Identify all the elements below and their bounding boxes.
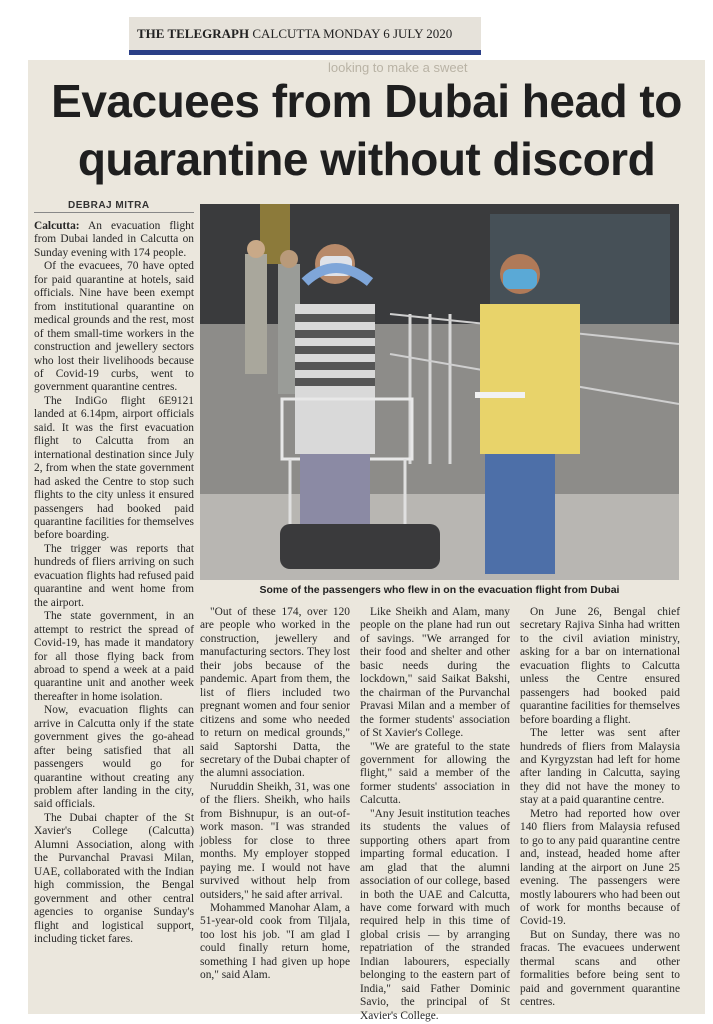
paragraph: The IndiGo flight 6E9121 landed at 6.14pm, airport officials said. It was the first evacuation flight to Calcutta from an international destination since July 2, from when the state government had asked the Centre to stop such flights to the city unless it ensured passengers had booked paid quarantine facilities for themselves before boarding. [34, 394, 194, 542]
headline [34, 72, 699, 188]
paragraph: Of the evacuees, 70 have opted for paid quarantine at hotels, said officials. Nine have been exempt from institutional quarantine on medical grounds and the rest, most of them small-time workers in the construction and jewellery sectors who lost their livelihoods because of Covid-19 curbs, went to government quarantine centres. [34, 260, 194, 394]
paragraph: Nuruddin Sheikh, 31, was one of the fliers. Sheikh, who hails from Bishnupur, is an out-of-work mason. "I was stranded jobless for close to three months. My employer stopped paying me. I would not have survived without help from outsiders," he said after arrival. [200, 780, 350, 901]
article-column-4 [520, 606, 680, 1009]
newspaper-name: THE TELEGRAPH [137, 26, 250, 41]
airport-arrival-photo [200, 204, 679, 580]
paragraph: Metro had reported how over 140 fliers from Malaysia refused to go to any paid quarantine centre and, instead, headed home after landing at the airport on June 25 evening. The passengers were mostly labourers who had been out of work for months because of Covid-19. [520, 807, 680, 928]
paragraph: The letter was sent after hundreds of fliers from Malaysia and Kyrgyzstan had left for home after landing in Calcutta, saying they did not have the money to stay at a paid quarantine centre. [520, 727, 680, 807]
paragraph: But on Sunday, there was no fracas. The evacuees underwent thermal scans and other formalities before being sent to paid and government quarantine centres. [520, 928, 680, 1009]
newspaper-masthead [129, 17, 481, 55]
headline-line-2: quarantine without discord [77, 133, 656, 185]
paragraph: "Out of these 174, over 120 are people who worked in the construction, jewellery and manufacturing sectors. They lost their jobs because of the pandemic. Apart from them, the list of fliers included two pregnant women and four senior citizens and some who needed to return on medical grounds," said Saptorshi Datta, the secretary of the Dubai chapter of the alumni association. [200, 606, 350, 780]
byline: DEBRAJ MITRA [68, 200, 150, 211]
byline-rule [34, 212, 194, 213]
newspaper-clipping [28, 60, 705, 1022]
paragraph: On June 26, Bengal chief secretary Rajiva Sinha had written to the civil aviation ministry, asking for a bar on international evacuation flights to Calcutta unless the Centre ensured passengers had booked paid quarantine facilities for themselves before boarding a flight. [520, 606, 680, 726]
article-column-3 [360, 606, 510, 1022]
paragraph: The state government, in an attempt to restrict the spread of Covid-19, has made it mandatory for all those flying back from abroad to spend a week at a paid quarantine unit and another week thereafter in home isolation. [34, 610, 194, 703]
paragraph: "We are grateful to the state government for allowing the flight," said a member of the former students' association in Calcutta. [360, 740, 510, 807]
paragraph: Calcutta: An evacuation flight from Dubai landed in Calcutta on Sunday evening with 174 people. [34, 220, 194, 259]
article-column-2 [200, 606, 350, 1006]
photo-caption: Some of the passengers who flew in on the evacuation flight from Dubai [259, 584, 620, 596]
paragraph: Now, evacuation flights can arrive in Calcutta only if the state government gives the go-ahead after being satisfied that all passengers would go for quarantine without creating any problem after landing in the city, said officials. [34, 704, 194, 811]
paragraph: The trigger was reports that hundreds of fliers arriving on such evacuation flights had refused paid quarantine and went home from the airport. [34, 542, 194, 609]
headline-line-1: Evacuees from Dubai head to [51, 75, 682, 127]
paragraph: Like Sheikh and Alam, many people on the plane had run out of savings. "We arranged for their food and shelter and other basic needs during the lockdown," said Saikat Bakshi, the chairman of the Purvanchal Pravasi Milan and a member of the former students' association of St Xavier's College. [360, 606, 510, 740]
paragraph: "Any Jesuit institution teaches its students the values of supporting others apart from imparting formal education. I am glad that the alumni association of our college, based in both the UAE and Calcutta, have come forward with much required help in this time of global crisis — by arranging repatriation of the stranded Indian labourers, especially belonging to the eastern part of India," said Father Dominic Savio, the principal of St Xavier's College. [360, 807, 510, 1022]
edition-date: CALCUTTA MONDAY 6 JULY 2020 [252, 26, 453, 41]
bleed-through-text: looking to make a sweet [328, 60, 468, 75]
article-column-1 [34, 220, 194, 1010]
paragraph: Mohammed Manohar Alam, a 51-year-old cook from Tiljala, too lost his job. "I am glad I could finally return home, something I had given up hope on," said Alam. [200, 901, 350, 982]
paragraph: The Dubai chapter of the St Xavier's College (Calcutta) Alumni Association, along with the Purvanchal Pravasi Milan, UAE, collaborated with the Indian high commission, the Bengal government and other central agencies to organise Sunday's flight and logistical support, including ticket fares. [34, 811, 194, 946]
news-photo [200, 204, 679, 580]
dateline: Calcutta: [34, 220, 80, 232]
